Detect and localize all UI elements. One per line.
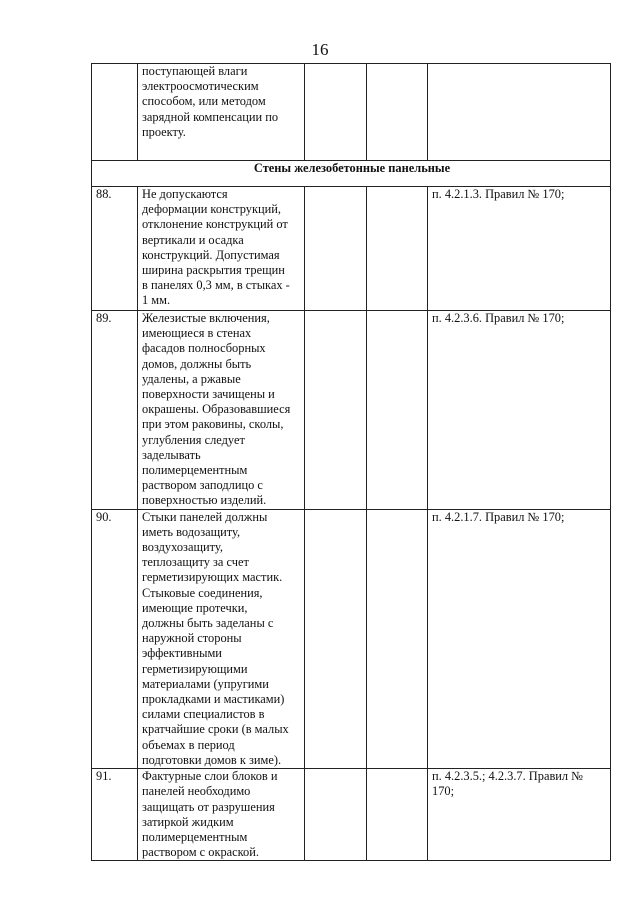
row-description: Железистые включения, имеющиеся в стенах фасадов полносборных домов, должны быть удалены, а ржавые поверхности зачищены и окрашены. Образовавшиеся при этом раковины, сколы, углубления следует заделывать полимерцементным раствором заподлицо с поверхностью изделий.: [138, 311, 305, 510]
empty-cell: [305, 311, 367, 510]
requirements-table: [91, 63, 611, 861]
empty-cell: [305, 187, 367, 311]
empty-cell: [305, 509, 367, 768]
row-description: поступающей влаги электроосмотическим способом, или методом зарядной компенсации по проекту.: [138, 64, 305, 161]
row-number: 89.: [92, 311, 138, 510]
row-reference: п. 4.2.3.6. Правил № 170;: [428, 311, 611, 510]
section-title: Стены железобетонные панельные: [92, 161, 611, 187]
empty-cell: [367, 64, 428, 161]
row-reference: [428, 64, 611, 161]
row-number: 88.: [92, 187, 138, 311]
table-row-88: [92, 187, 611, 311]
empty-cell: [305, 769, 367, 861]
row-reference: п. 4.2.3.5.; 4.2.3.7. Правил № 170;: [428, 769, 611, 861]
row-number: [92, 64, 138, 161]
row-description: Стыки панелей должны иметь водозащиту, воздухозащиту, теплозащиту за счет герметизирующих мастик. Стыковые соединения, имеющие протечки, должны быть заделаны с наружной стороны эффективными герметизирующими материалами (упругими прокладками и мастиками) силами специалистов в кратчайшие сроки (в малых объемах в период подготовки домов к зиме).: [138, 509, 305, 768]
table-row-89: [92, 311, 611, 510]
row-number: 91.: [92, 769, 138, 861]
empty-cell: [367, 769, 428, 861]
table-row-continuation: [92, 64, 611, 161]
table-row-91: [92, 769, 611, 861]
empty-cell: [305, 64, 367, 161]
row-description: Фактурные слои блоков и панелей необходимо защищать от разрушения затиркой жидким полимерцементным раствором с окраской.: [138, 769, 305, 861]
row-reference: п. 4.2.1.7. Правил № 170;: [428, 509, 611, 768]
section-header-row: [92, 161, 611, 187]
page-number: 16: [311, 40, 329, 59]
row-number: 90.: [92, 509, 138, 768]
row-description: Не допускаются деформации конструкций, отклонение конструкций от вертикали и осадка конструкций. Допустимая ширина раскрытия трещин в панелях 0,3 мм, в стыках - 1 мм.: [138, 187, 305, 311]
empty-cell: [367, 311, 428, 510]
table-row-90: [92, 509, 611, 768]
row-reference: п. 4.2.1.3. Правил № 170;: [428, 187, 611, 311]
empty-cell: [367, 187, 428, 311]
empty-cell: [367, 509, 428, 768]
